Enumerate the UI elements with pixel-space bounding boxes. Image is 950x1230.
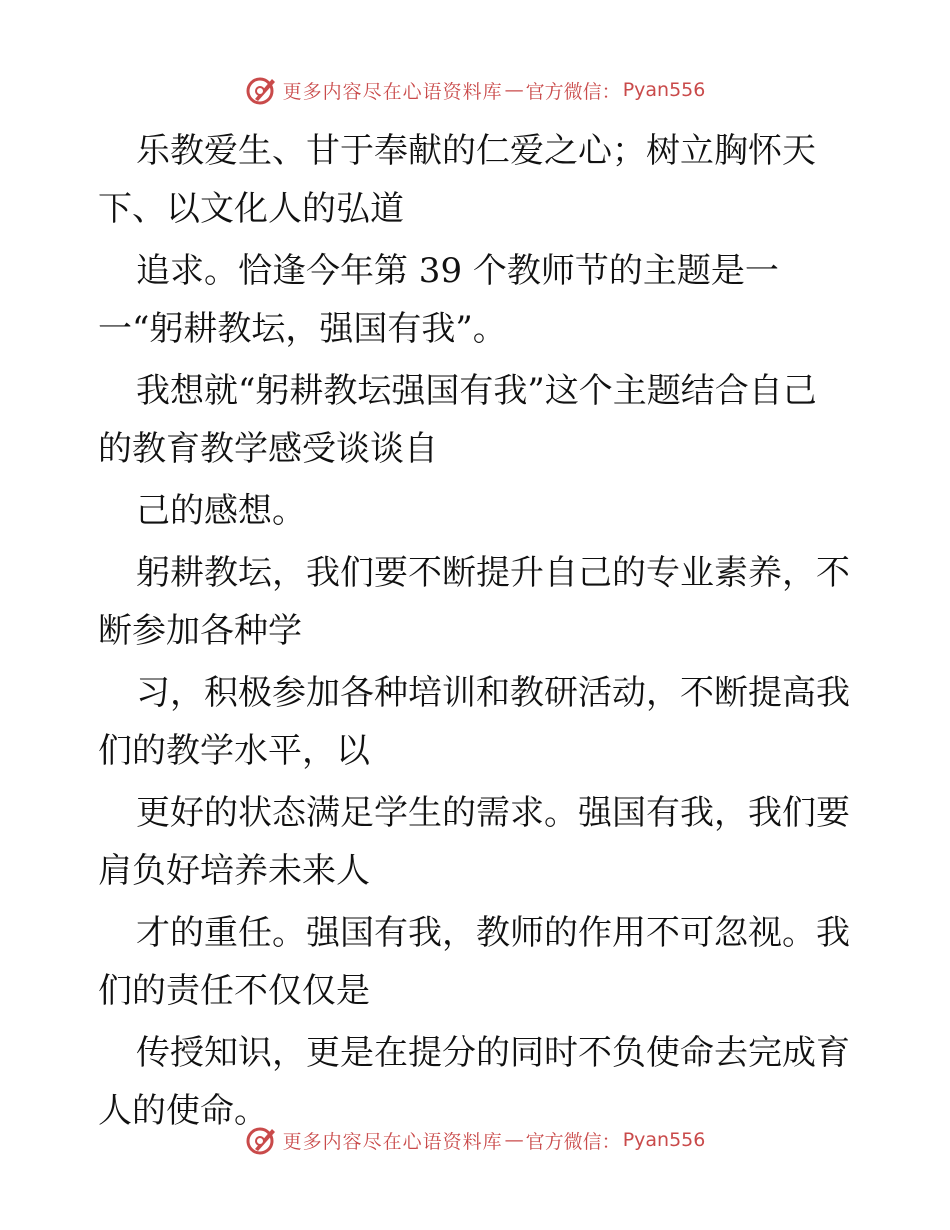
paragraph-line: 我想就“躬耕教坛强国有我”这个主题结合自己: [136, 371, 817, 411]
banner-separator: —: [504, 1129, 524, 1151]
paragraph-line: 躬耕教坛，我们要不断提升自己的专业素养，不: [136, 553, 850, 593]
paragraph-line: 习，积极参加各种培训和教研活动，不断提高我: [136, 673, 850, 713]
paragraph-line: 肩负好培养未来人: [98, 851, 370, 891]
paragraph-line: 断参加各种学: [98, 611, 302, 651]
paragraph-line: 传授知识，更是在提分的同时不负使命去完成育: [136, 1033, 850, 1073]
paragraph-line: 的教育教学感受谈谈自: [98, 429, 438, 469]
footer-banner: [0, 1120, 950, 1160]
paragraph-line: 一“躬耕教坛，强国有我”。: [98, 309, 507, 349]
document-body: [98, 122, 858, 1140]
paragraph-line: 更好的状态满足学生的需求。强国有我，我们要: [136, 793, 850, 833]
paragraph-line: 们的教学水平，以: [98, 731, 370, 771]
paragraph-line: 乐教爱生、甘于奉献的仁爱之心；树立胸怀天: [136, 131, 816, 171]
pen-logo-icon: [245, 73, 279, 107]
wechat-id: Pyan556: [622, 79, 706, 101]
wechat-label: 官方微信：: [525, 1130, 621, 1153]
paragraph-line: 们的责任不仅仅是: [98, 971, 370, 1011]
banner-separator: —: [504, 79, 524, 101]
wechat-label: 官方微信：: [525, 80, 621, 103]
header-banner: [0, 70, 950, 110]
paragraph-line: 人的使命。: [98, 1091, 268, 1131]
banner-text: 更多内容尽在心语资料库: [282, 1130, 503, 1153]
paragraph-line: 追求。恰逢今年第 39 个教师节的主题是一: [136, 251, 779, 291]
banner-text: 更多内容尽在心语资料库: [282, 80, 503, 103]
paragraph-line: 己的感想。: [136, 491, 306, 531]
paragraph-line: 下、以文化人的弘道: [98, 189, 404, 229]
pen-logo-icon: [245, 1123, 279, 1157]
paragraph-line: 才的重任。强国有我，教师的作用不可忽视。我: [136, 913, 850, 953]
wechat-id: Pyan556: [622, 1129, 706, 1151]
